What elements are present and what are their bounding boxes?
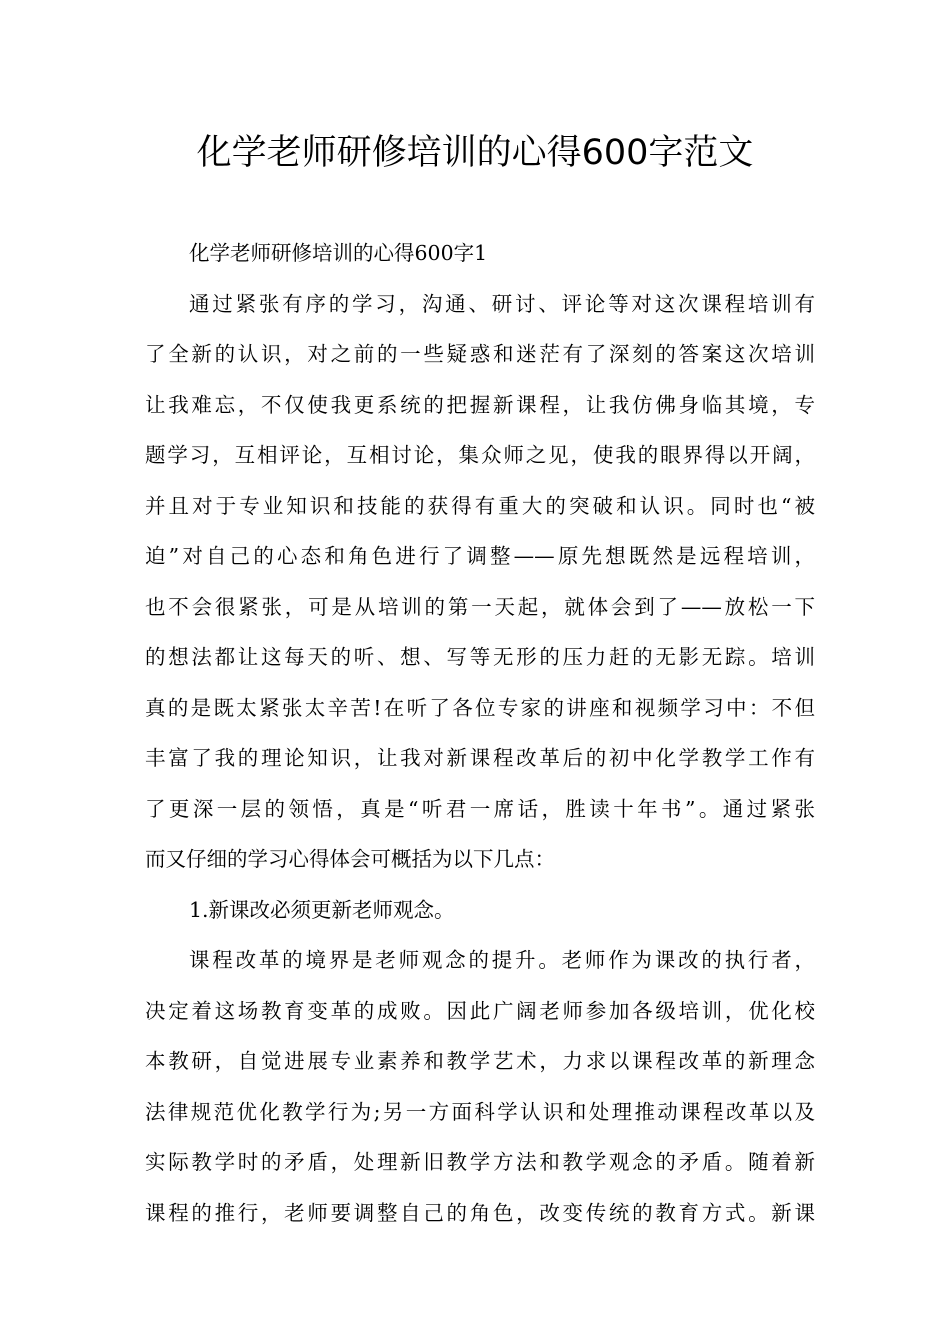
document-body (145, 228, 815, 1238)
section-subtitle: 化学老师研修培训的心得600字1 (189, 241, 488, 265)
paragraph-line: 了更深一层的领悟，真是“听君一席话，胜读十年书”。通过紧张 (145, 796, 815, 821)
paragraph-2 (145, 935, 815, 1238)
paragraph-line: 并且对于专业知识和技能的获得有重大的突破和认识。同时也“被 (145, 493, 815, 518)
paragraph-line: 了全新的认识，对之前的一些疑惑和迷茫有了深刻的答案这次培训 (145, 342, 815, 366)
paragraph-line: 题学习，互相评论，互相讨论，集众师之见，使我的眼界得以开阔， (145, 443, 815, 467)
document-title: 化学老师研修培训的心得600字范文 (196, 133, 754, 173)
paragraph-line: 而又仔细的学习心得体会可概括为以下几点： (145, 847, 555, 871)
paragraph-line: 课程改革的境界是老师观念的提升。老师作为课改的执行者， (189, 948, 815, 972)
point-1-heading: 1.新课改必须更新老师观念。 (189, 897, 455, 922)
paragraph-line: 让我难忘，不仅使我更系统的把握新课程，让我仿佛身临其境，专 (145, 392, 815, 417)
paragraph-line: 也不会很紧张，可是从培训的第一天起，就体会到了——放松一下 (145, 594, 815, 619)
paragraph-line: 通过紧张有序的学习，沟通、研讨、评论等对这次课程培训有 (189, 291, 815, 316)
paragraph-line: 课程的推行，老师要调整自己的角色，改变传统的教育方式。新课 (145, 1200, 815, 1225)
paragraph-line: 本教研，自觉进展专业素养和教学艺术，力求以课程改革的新理念 (145, 1049, 815, 1073)
paragraph-line: 法律规范优化教学行为;另一方面科学认识和处理推动课程改革以及 (145, 1099, 815, 1124)
paragraph-line: 丰富了我的理论知识，让我对新课程改革后的初中化学教学工作有 (145, 746, 815, 770)
paragraph-1 (145, 279, 815, 885)
paragraph-line: 真的是既太紧张太辛苦!在听了各位专家的讲座和视频学习中：不但 (145, 695, 815, 720)
paragraph-line: 迫”对自己的心态和角色进行了调整——原先想既然是远程培训， (145, 544, 815, 568)
paragraph-line: 的想法都让这每天的听、想、写等无形的压力赶的无影无踪。培训 (145, 645, 815, 669)
paragraph-line: 实际教学时的矛盾，处理新旧教学方法和教学观念的矛盾。随着新 (145, 1150, 815, 1174)
paragraph-line: 决定着这场教育变革的成败。因此广阔老师参加各级培训，优化校 (145, 998, 815, 1023)
